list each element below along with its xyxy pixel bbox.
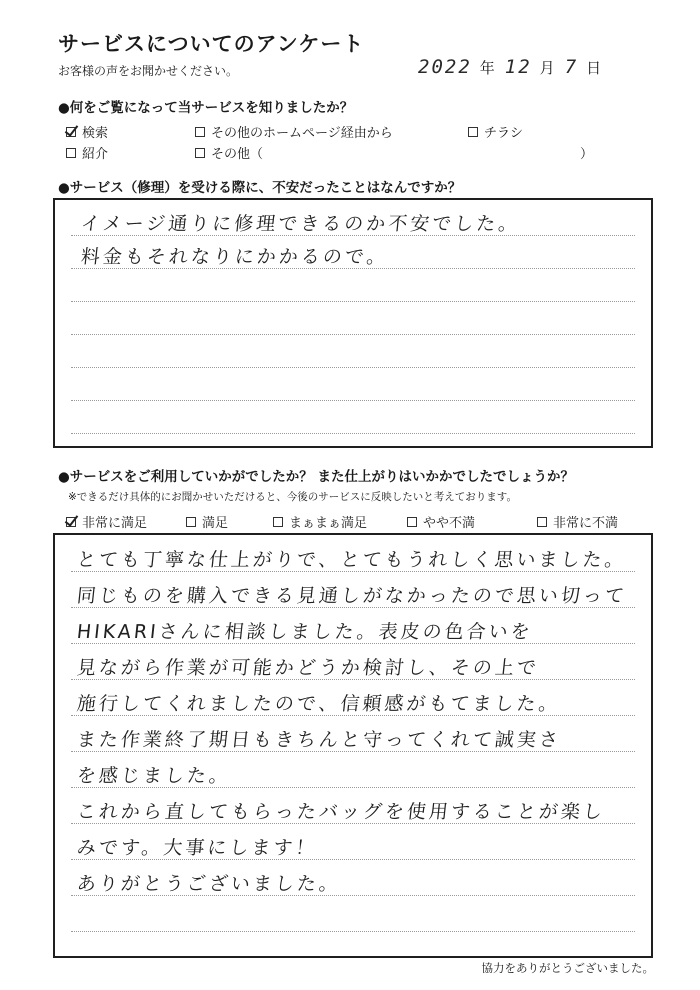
date-year: 2022 [418,56,472,78]
checkbox-checked-icon[interactable] [66,517,76,527]
survey-subtitle: お客様の声をお聞かせください。 [58,64,239,78]
footer-thanks: 協力をありがとうございました。 [481,961,654,975]
q1-option-referral[interactable]: 紹介 [66,143,108,162]
q1-option-search[interactable]: 検索 [66,122,108,141]
q1-option-other[interactable]: その他（ [195,143,263,162]
checkbox-icon[interactable] [195,127,205,137]
handwritten-line: 施行してくれましたので、信頼感がもてました。 [75,693,562,715]
checkbox-icon[interactable] [273,517,283,527]
q2-heading: ●サービス（修理）を受ける際に、不安だったことはなんですか？ [58,180,462,196]
ruled-line [71,433,635,434]
ruled-line [71,301,635,302]
checkbox-icon[interactable] [537,517,547,527]
checkbox-checked-icon[interactable] [66,127,76,137]
handwritten-line: これから直してもらったバッグを使用することが楽し [75,801,607,823]
handwritten-line: みです。大事にします！ [75,837,319,859]
q3-answer-box[interactable] [53,533,653,958]
rating-somewhat-dissatisfied[interactable]: やや不満 [407,512,475,531]
checkbox-icon[interactable] [407,517,417,527]
handwritten-line: 料金もそれなりにかかるので。 [79,246,390,268]
q3-note: ※できるだけ具体的にお聞かせいただけると、今後のサービスに反映したいと考えております。 [68,491,517,503]
survey-date [418,56,611,78]
q1-option-flyer[interactable]: チラシ [468,122,523,141]
handwritten-line: 見ながら作業が可能かどうか検討し、その上で [75,657,541,679]
date-month-unit: 月 [539,59,555,77]
checkbox-icon[interactable] [195,148,205,158]
handwritten-line: また作業終了期日もきちんと守ってくれて誠実さ [75,729,563,751]
ruled-line [71,367,635,368]
checkbox-icon[interactable] [468,127,478,137]
q3-heading: ●サービスをご利用していかがでしたか？ また仕上がりはいかかでしたでしょうか？ [58,469,574,485]
checkbox-icon[interactable] [186,517,196,527]
q1-option-other-homepage[interactable]: その他のホームページ経由から [195,122,393,141]
date-year-unit: 年 [479,59,495,77]
handwritten-line: ありがとうございました。 [75,873,343,895]
q2-answer-box[interactable] [53,198,653,448]
rating-satisfied[interactable]: 満足 [186,512,228,531]
handwritten-line: 同じものを購入できる見通しがなかったので思い切って [75,585,629,607]
date-month: 12 [504,56,532,78]
handwritten-line: を感じました。 [75,765,233,787]
ruled-line [71,931,635,932]
q1-other-close-paren: ） [580,147,594,162]
rating-somewhat-satisfied[interactable]: まぁまぁ満足 [273,512,367,531]
rating-very-satisfied[interactable]: 非常に満足 [66,512,147,531]
survey-title: サービスについてのアンケート [58,32,365,56]
date-day-unit: 日 [586,59,602,77]
handwritten-line: イメージ通りに修理できるのか不安でした。 [79,213,522,235]
rating-very-dissatisfied[interactable]: 非常に不満 [537,512,618,531]
checkbox-icon[interactable] [66,148,76,158]
q1-heading: ●何をご覧になって当サービスを知りましたか？ [58,100,354,116]
handwritten-line: とても丁寧な仕上がりで、とてもうれしく思いました。 [75,549,628,571]
ruled-line [71,334,635,335]
handwritten-line: HIKARIさんに相談しました。表皮の色合いを [75,621,534,643]
ruled-line [71,400,635,401]
date-day: 7 [564,56,579,78]
